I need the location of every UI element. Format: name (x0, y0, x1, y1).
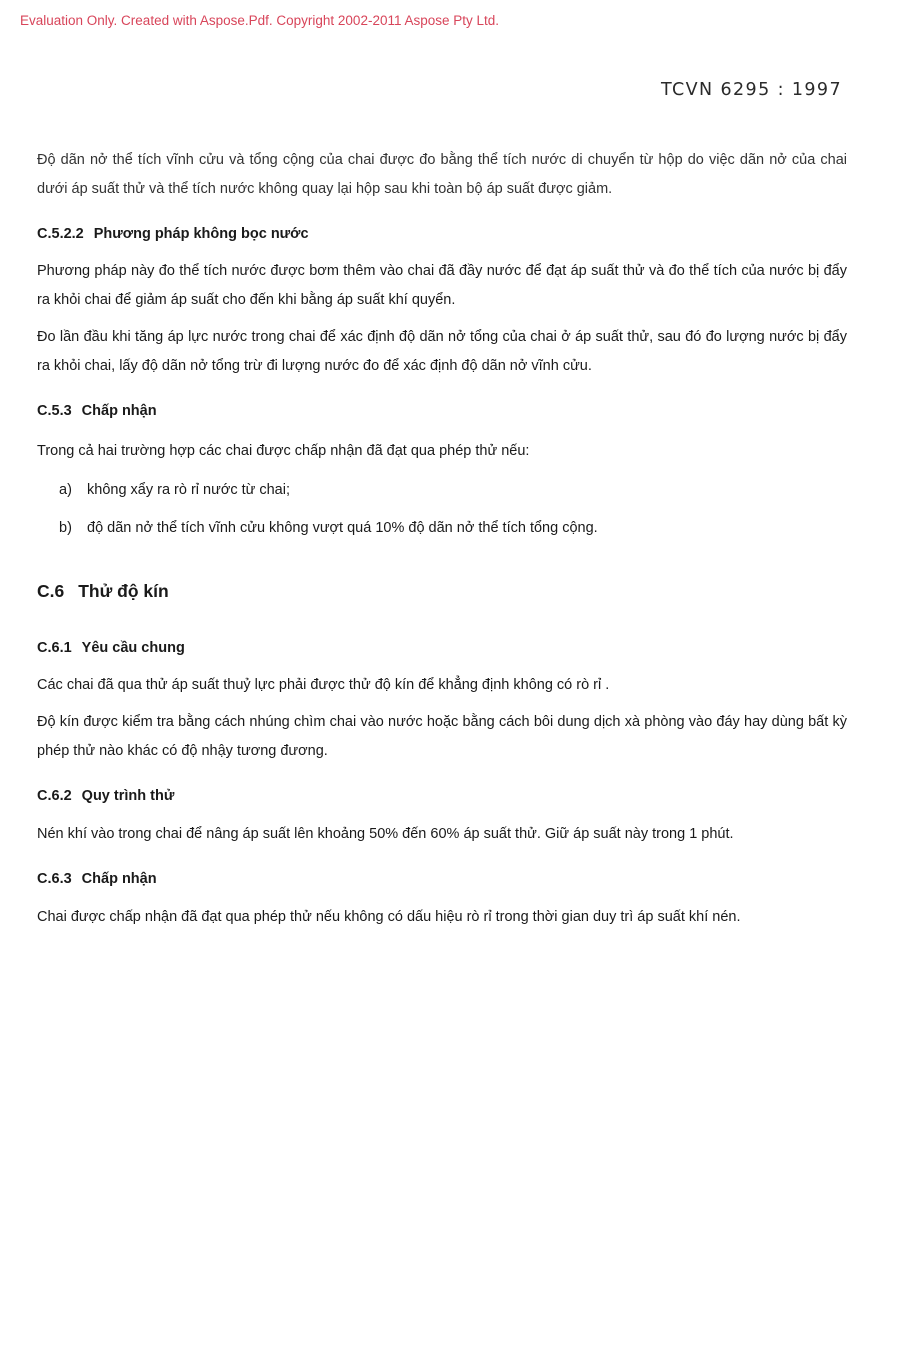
heading-c62 (37, 784, 847, 808)
heading-c6-title: Thử độ kín (78, 581, 169, 601)
heading-c63 (37, 867, 847, 891)
c61-paragraph-2: Độ kín được kiểm tra bằng cách nhúng chìm chai vào nước hoặc bằng cách bôi dung dịch xà phòng vào đáy hay dùng bất kỳ phép thử nào khác có độ nhậy tương đương. (37, 714, 847, 759)
heading-c61 (37, 636, 847, 660)
c61-paragraph-1: Các chai đã qua thử áp suất thuỷ lực phải được thử độ kín để khẳng định không có rò rỉ . (37, 677, 610, 693)
watermark-text: Evaluation Only. Created with Aspose.Pdf. Copyright 2002-2011 Aspose Pty Ltd. (20, 13, 500, 28)
list-marker: a) (59, 482, 72, 498)
heading-c6 (37, 578, 847, 604)
heading-c61-number: C.6.1 (37, 640, 72, 656)
document-code: TCVN 6295 : 1997 (660, 80, 842, 100)
heading-c6-number: C.6 (37, 581, 65, 601)
list-item-text: độ dãn nở thể tích vĩnh cửu không vượt quá 10% độ dãn nở thể tích tổng cộng. (87, 520, 598, 536)
heading-c53 (37, 399, 847, 423)
c522-paragraph-2: Đo lần đầu khi tăng áp lực nước trong chai để xác định độ dãn nở tổng của chai ở áp suất thử, sau đó đo lượng nước bị đẩy ra khỏi chai, lấy độ dãn nở tổng trừ đi lượng nước đo để xác định độ dãn nở vĩnh cửu. (37, 329, 847, 374)
list-item (59, 476, 847, 505)
heading-c522-title: Phương pháp không bọc nước (93, 226, 309, 242)
list-item-text: không xẩy ra rò rỉ nước từ chai; (87, 482, 290, 498)
heading-c63-number: C.6.3 (37, 871, 72, 887)
list-marker: b) (59, 520, 72, 536)
acceptance-list (59, 476, 847, 543)
c62-paragraph-1: Nén khí vào trong chai để nâng áp suất lên khoảng 50% đến 60% áp suất thử. Giữ áp suất này trong 1 phút. (37, 826, 734, 842)
heading-c53-number: C.5.3 (37, 403, 72, 419)
heading-c522-number: C.5.2.2 (37, 226, 84, 242)
heading-c62-title: Quy trình thử (81, 788, 175, 804)
c63-paragraph-1: Chai được chấp nhận đã đạt qua phép thử nếu không có dấu hiệu rò rỉ trong thời gian duy trì áp suất khí nén. (37, 909, 741, 925)
c53-paragraph-1: Trong cả hai trường hợp các chai được chấp nhận đã đạt qua phép thử nếu: (37, 443, 530, 459)
document-body (37, 146, 847, 932)
heading-c63-title: Chấp nhận (81, 871, 157, 887)
intro-paragraph: Độ dãn nở thể tích vĩnh cửu và tổng cộng của chai được đo bằng thể tích nước di chuyển từ hộp do việc dãn nở của chai dưới áp suất thử và thể tích nước không quay lại hộp sau khi toàn bộ áp suất được giảm. (37, 152, 847, 197)
c522-paragraph-1: Phương pháp này đo thể tích nước được bơm thêm vào chai đã đầy nước để đạt áp suất thử và đo thể tích của nước bị đẩy ra khỏi chai để giảm áp suất cho đến khi bằng áp suất khí quyển. (37, 263, 847, 308)
heading-c62-number: C.6.2 (37, 788, 72, 804)
list-item (59, 514, 847, 543)
heading-c61-title: Yêu cầu chung (81, 640, 185, 656)
heading-c522 (37, 222, 847, 246)
heading-c53-title: Chấp nhận (81, 403, 157, 419)
